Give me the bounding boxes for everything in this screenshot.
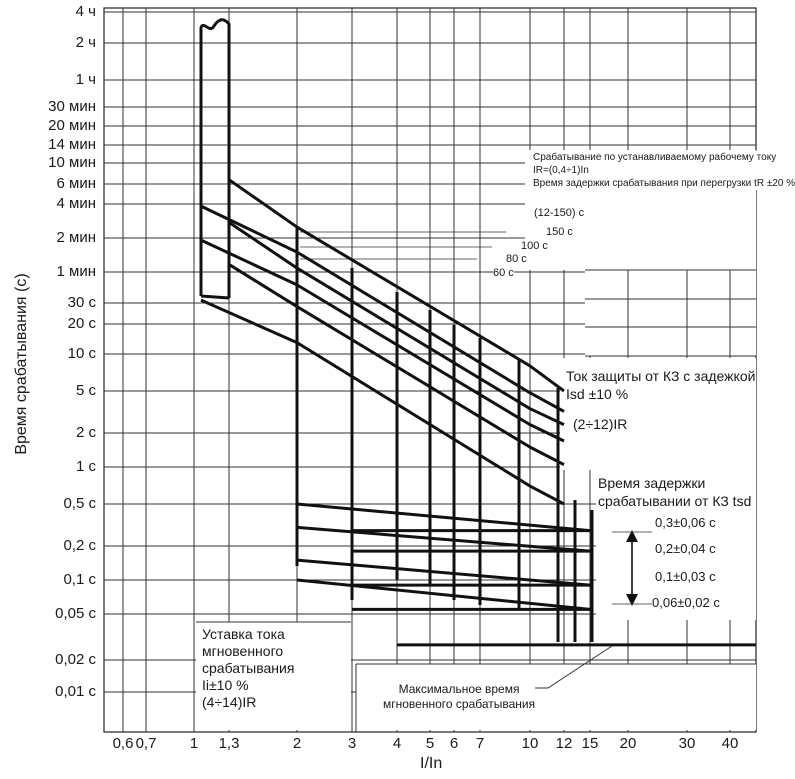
y-tick-label: 2 ч — [75, 34, 96, 51]
tsd-annotation — [598, 474, 751, 510]
overload-annotation — [533, 151, 795, 190]
x-tick-label: 15 — [581, 735, 599, 752]
tsd-title-line2: срабатывании от КЗ tsd — [598, 493, 752, 509]
inst-line3: срабатывания — [202, 660, 295, 676]
x-tick-label: 6 — [449, 735, 459, 752]
long-time-band-outline — [201, 20, 229, 298]
short-delay-line1: Ток защиты от КЗ с задежкой — [566, 368, 756, 384]
inst-line5: (4÷14)IR — [202, 694, 257, 710]
x-axis-title: I/In — [420, 755, 443, 772]
y-tick-label: 4 мин — [56, 195, 96, 212]
y-tick-label: 4 ч — [75, 3, 96, 20]
tr-curve-2 — [201, 206, 564, 411]
x-tick-label: 0,6 — [112, 735, 134, 752]
inst-line4: Ii±10 % — [202, 677, 249, 693]
x-tick-label: 20 — [619, 735, 637, 752]
max-inst-line2: мгновенного срабатывания — [383, 697, 536, 711]
tr-curve-6 — [201, 300, 564, 504]
x-tick-label: 2 — [292, 735, 302, 752]
y-tick-label: 20 мин — [48, 117, 96, 134]
y-tick-label: 1 с — [75, 458, 96, 475]
tsd-value-4: 0,06±0,02 с — [652, 595, 720, 610]
x-tick-label: 12 — [555, 735, 573, 752]
y-tick-label: 20 с — [67, 315, 96, 332]
tsd-value-3: 0,1±0,03 с — [655, 569, 716, 584]
x-tick-label: 1 — [189, 735, 199, 752]
y-tick-label: 1 мин — [56, 263, 96, 280]
y-tick-label: 2 мин — [56, 229, 96, 246]
overload-title: Срабатывание по устанавливаемому рабочему току — [533, 152, 777, 163]
y-axis-title: Время срабатывания (с) — [13, 273, 30, 455]
y-tick-label: 14 мин — [48, 136, 96, 153]
y-tick-label: 6 мин — [56, 175, 96, 192]
short-delay-line2: Isd ±10 % — [566, 386, 629, 402]
y-tick-label: 0,01 с — [55, 683, 96, 700]
tsd-plateau-1 — [297, 504, 590, 531]
x-tick-label: 0,7 — [135, 735, 157, 752]
y-tick-label: 0,05 с — [55, 605, 96, 622]
y-tick-label: 0,2 с — [63, 537, 96, 554]
y-tick-label: 2 с — [75, 424, 96, 441]
overload-delay: Время задержки срабатывания при перегрузки tR ±20 % — [533, 178, 795, 189]
inst-line1: Уставка тока — [202, 626, 285, 642]
tsd-title-line1: Время задержки — [598, 475, 706, 491]
x-tick-label: 10 — [521, 735, 539, 752]
overload-ir: IR=(0,4÷1)In — [533, 165, 589, 176]
y-tick-label: 1 ч — [75, 71, 96, 88]
inst-annotation — [202, 626, 294, 711]
tr-150-label: 150 с — [546, 226, 573, 238]
max-inst-line1: Максимальное время — [398, 682, 520, 696]
tsd-value-2: 0,2±0,04 с — [655, 541, 716, 556]
tr-100-label: 100 с — [521, 240, 548, 252]
long-time-band-bottom — [201, 296, 229, 298]
tsd-plateau-3 — [297, 560, 590, 585]
tr-80-label: 80 с — [506, 253, 527, 265]
tr-60-label: 60 с — [493, 267, 514, 279]
tsd-value-1: 0,3±0,06 с — [655, 515, 716, 530]
y-tick-label: 10 с — [67, 345, 96, 362]
y-tick-label: 10 мин — [48, 154, 96, 171]
x-tick-label: 3 — [347, 735, 357, 752]
x-tick-label: 30 — [678, 735, 696, 752]
tr-range-label: (12-150) с — [534, 207, 585, 219]
y-tick-label: 30 мин — [48, 98, 96, 115]
y-tick-label: 0,1 с — [63, 571, 96, 588]
inst-line2: мгновенного — [202, 643, 284, 659]
x-tick-label: 7 — [475, 735, 485, 752]
y-tick-label: 0,5 с — [63, 495, 96, 512]
x-tick-label: 4 — [392, 735, 402, 752]
x-tick-label: 40 — [721, 735, 739, 752]
x-tick-label: 5 — [425, 735, 435, 752]
max-inst-annotation — [383, 682, 535, 712]
y-tick-label: 5 с — [75, 382, 96, 399]
y-tick-label: 0,02 с — [55, 651, 96, 668]
short-delay-annotation — [566, 367, 755, 403]
x-tick-label: 1,3 — [218, 735, 240, 752]
short-delay-range: (2÷12)IR — [573, 416, 628, 432]
y-tick-label: 30 с — [67, 294, 96, 311]
